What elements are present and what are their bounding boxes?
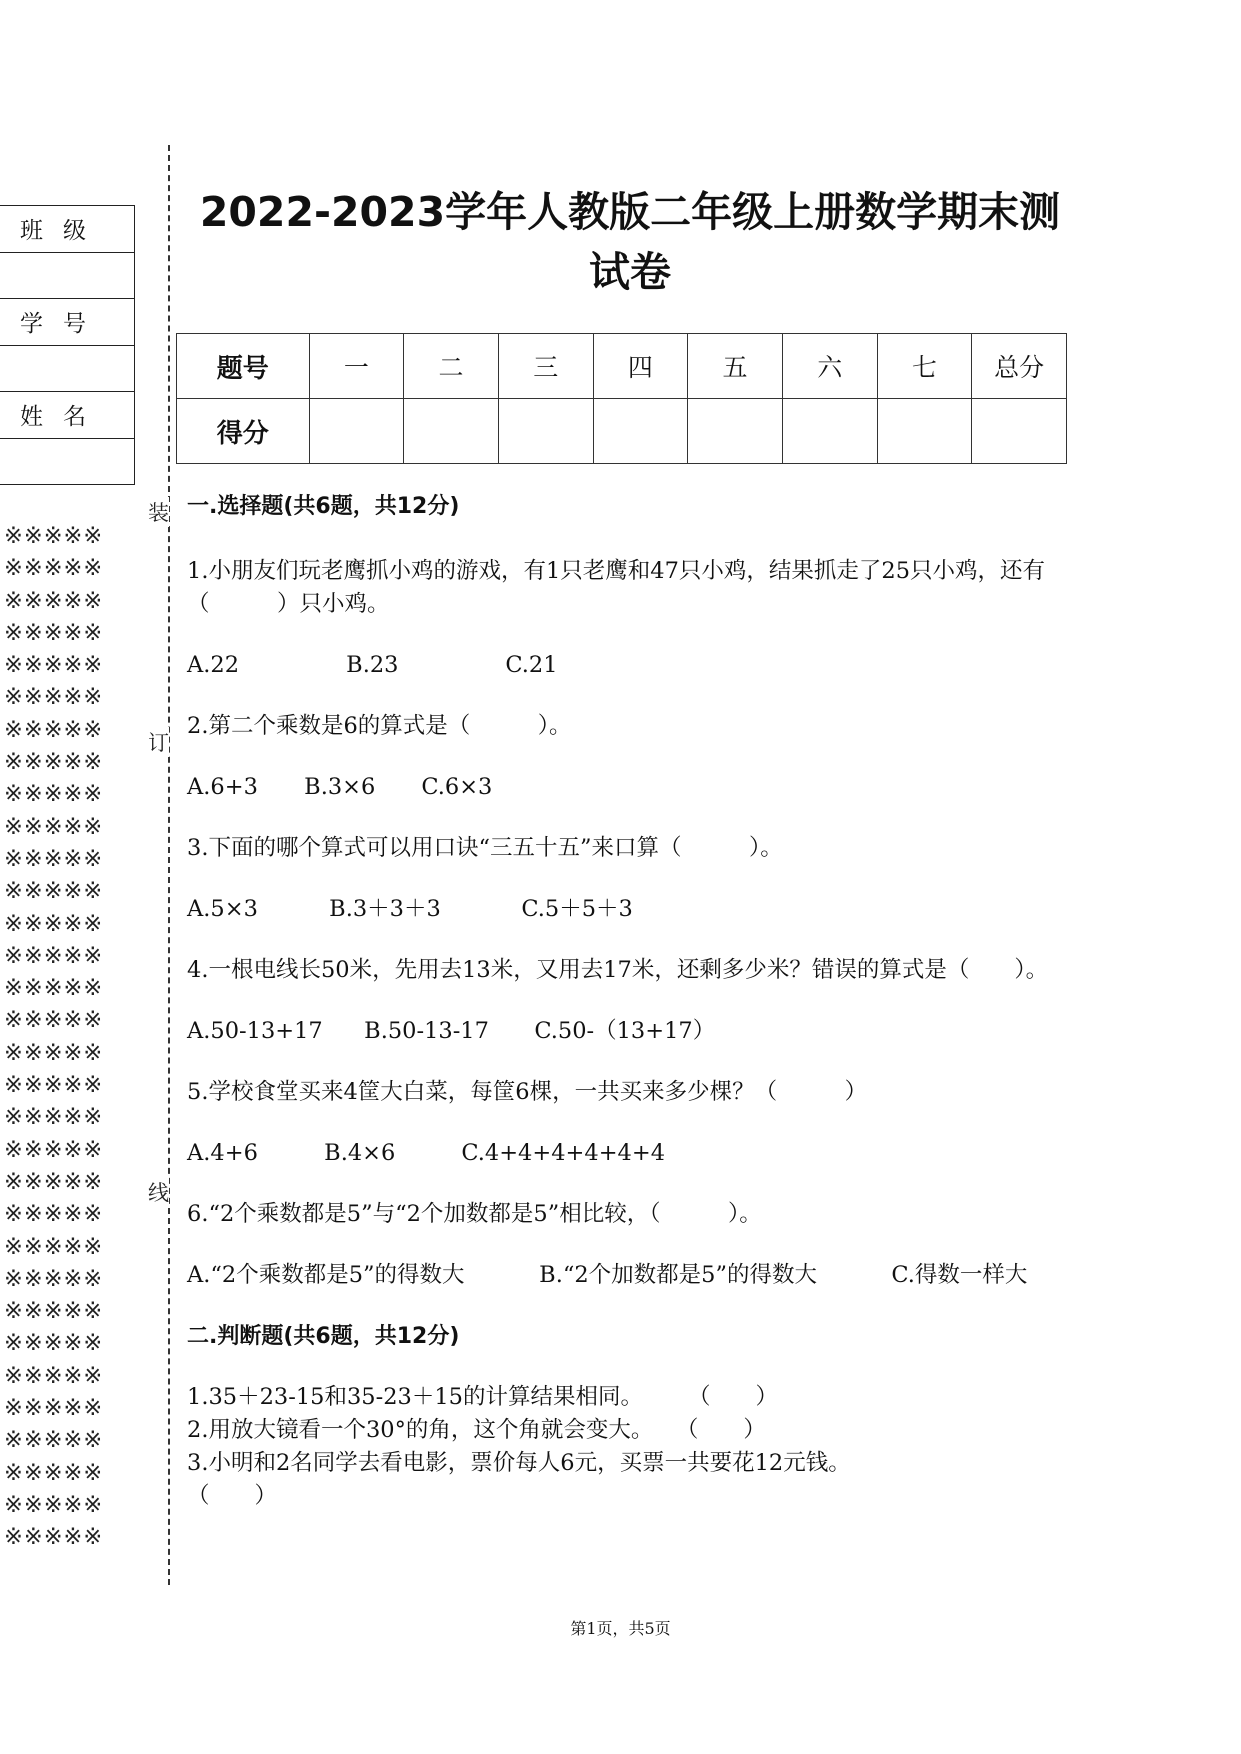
star-row: ※※※※※ <box>4 975 104 1002</box>
option: B.3×6 <box>304 774 376 800</box>
question-text: 1.小朋友们玩老鹰抓小鸡的游戏，有1只老鹰和47只小鸡，结果抓走了25只小鸡，还有（ ）只小鸡。 <box>187 558 1046 617</box>
question-text: 6.“2个乘数都是5”与“2个加数都是5”相比较，（ ）。 <box>187 1201 762 1227</box>
binding-mark-xian: 线 <box>148 1177 169 1207</box>
option: C.4+4+4+4+4+4 <box>461 1140 666 1166</box>
score-cell[interactable] <box>972 399 1067 464</box>
star-row: ※※※※※ <box>4 1491 104 1518</box>
option: B.4×6 <box>324 1140 396 1166</box>
section-title-judgement: 二.判断题(共6题，共12分) <box>187 1324 460 1349</box>
section-title-choice: 一.选择题(共6题，共12分) <box>187 494 460 519</box>
star-row: ※※※※※ <box>4 1039 104 1066</box>
star-row: ※※※※※ <box>4 749 104 776</box>
score-cell[interactable] <box>782 399 877 464</box>
option: B.50-13-17 <box>364 1018 489 1044</box>
judgement-item: 1.35＋23-15和35-23＋15的计算结果相同。 （ ） <box>187 1384 778 1410</box>
class-field[interactable] <box>0 252 135 299</box>
option: A.22 <box>187 652 240 678</box>
option: C.50-（13+17） <box>534 1018 716 1044</box>
question-text: 4.一根电线长50米，先用去13米，又用去17米，还剩多少米？错误的算式是（ ）。 <box>187 957 1049 983</box>
column-header: 一 <box>309 334 404 399</box>
judgement-item: （ ） <box>187 1483 278 1509</box>
name-field[interactable] <box>0 438 135 485</box>
star-row: ※※※※※ <box>4 587 104 614</box>
judgement-item: 2.用放大镜看一个30°的角，这个角就会变大。 （ ） <box>187 1417 766 1443</box>
column-header: 六 <box>782 334 877 399</box>
column-header: 七 <box>877 334 972 399</box>
star-row: ※※※※※ <box>4 878 104 905</box>
student-info-box <box>0 205 135 485</box>
score-cell[interactable] <box>688 399 783 464</box>
column-header: 二 <box>404 334 499 399</box>
score-table <box>176 333 1067 464</box>
star-row: ※※※※※ <box>4 1395 104 1422</box>
star-row: ※※※※※ <box>4 716 104 743</box>
score-cell[interactable] <box>877 399 972 464</box>
star-row: ※※※※※ <box>4 1072 104 1099</box>
star-row: ※※※※※ <box>4 1201 104 1228</box>
option: A.4+6 <box>187 1140 258 1166</box>
page-title: 2022-2023学年人教版二年级上册数学期末测试卷 <box>199 188 1061 296</box>
star-row: ※※※※※ <box>4 1265 104 1292</box>
option: A.6+3 <box>187 774 258 800</box>
star-row: ※※※※※ <box>4 1330 104 1357</box>
star-row: ※※※※※ <box>4 1362 104 1389</box>
option: C.5＋5＋3 <box>521 896 633 922</box>
question-text: 3.下面的哪个算式可以用口诀“三五十五”来口算（ ）。 <box>187 835 783 861</box>
column-header: 五 <box>688 334 783 399</box>
page-footer: 第1页，共5页 <box>570 1619 671 1638</box>
star-row: ※※※※※ <box>4 619 104 646</box>
score-label: 得分 <box>177 399 310 464</box>
star-row: ※※※※※ <box>4 813 104 840</box>
column-header-total: 总分 <box>972 334 1067 399</box>
star-row: ※※※※※ <box>4 910 104 937</box>
star-row: ※※※※※ <box>4 555 104 582</box>
option: C.21 <box>505 652 558 678</box>
star-row: ※※※※※ <box>4 1168 104 1195</box>
score-cell[interactable] <box>404 399 499 464</box>
class-label: 班级 <box>0 206 135 253</box>
question-options <box>187 1137 1067 1170</box>
question-text: 5.学校食堂买来4筐大白菜，每筐6棵，一共买来多少棵？（ ） <box>187 1079 868 1105</box>
question-options <box>187 893 1067 926</box>
question-options <box>187 649 1067 682</box>
option: A.50-13+17 <box>187 1018 323 1044</box>
option: B.23 <box>346 652 399 678</box>
binding-mark-ding: 订 <box>148 727 169 757</box>
option: C.6×3 <box>421 774 493 800</box>
star-row: ※※※※※ <box>4 523 104 549</box>
student-number-label: 学号 <box>0 299 135 346</box>
column-header: 四 <box>593 334 688 399</box>
score-cell[interactable] <box>593 399 688 464</box>
star-row: ※※※※※ <box>4 942 104 969</box>
option: B.3＋3＋3 <box>329 896 441 922</box>
star-row: ※※※※※ <box>4 652 104 679</box>
star-row: ※※※※※ <box>4 1524 104 1551</box>
score-cell[interactable] <box>498 399 593 464</box>
star-row: ※※※※※ <box>4 1298 104 1325</box>
star-row: ※※※※※ <box>4 684 104 711</box>
question-options <box>187 771 1067 804</box>
star-row: ※※※※※ <box>4 1233 104 1260</box>
question-options <box>187 1259 1067 1292</box>
score-table-header-row <box>177 334 1067 399</box>
judgement-item: 3.小明和2名同学去看电影，票价每人6元，买票一共要花12元钱。 <box>187 1450 851 1476</box>
exam-content <box>187 490 1067 1513</box>
star-row: ※※※※※ <box>4 845 104 872</box>
option: B.“2个加数都是5”的得数大 <box>539 1262 817 1288</box>
option: C.得数一样大 <box>891 1262 1028 1288</box>
binding-dashed-line <box>168 145 170 1585</box>
score-table-score-row <box>177 399 1067 464</box>
star-row: ※※※※※ <box>4 1459 104 1486</box>
star-row: ※※※※※ <box>4 1007 104 1034</box>
option: A.5×3 <box>187 896 258 922</box>
decorative-star-column <box>4 520 139 1554</box>
column-header: 三 <box>498 334 593 399</box>
question-options <box>187 1015 1067 1048</box>
option: A.“2个乘数都是5”的得数大 <box>187 1262 465 1288</box>
question-text: 2.第二个乘数是6的算式是（ ）。 <box>187 713 572 739</box>
star-row: ※※※※※ <box>4 781 104 808</box>
star-row: ※※※※※ <box>4 1136 104 1163</box>
star-row: ※※※※※ <box>4 1427 104 1454</box>
star-row: ※※※※※ <box>4 1104 104 1131</box>
name-label: 姓名 <box>0 392 135 439</box>
score-cell[interactable] <box>309 399 404 464</box>
binding-mark-zhuang: 装 <box>148 497 169 527</box>
question-number-label: 题号 <box>177 334 310 399</box>
student-number-field[interactable] <box>0 345 135 392</box>
